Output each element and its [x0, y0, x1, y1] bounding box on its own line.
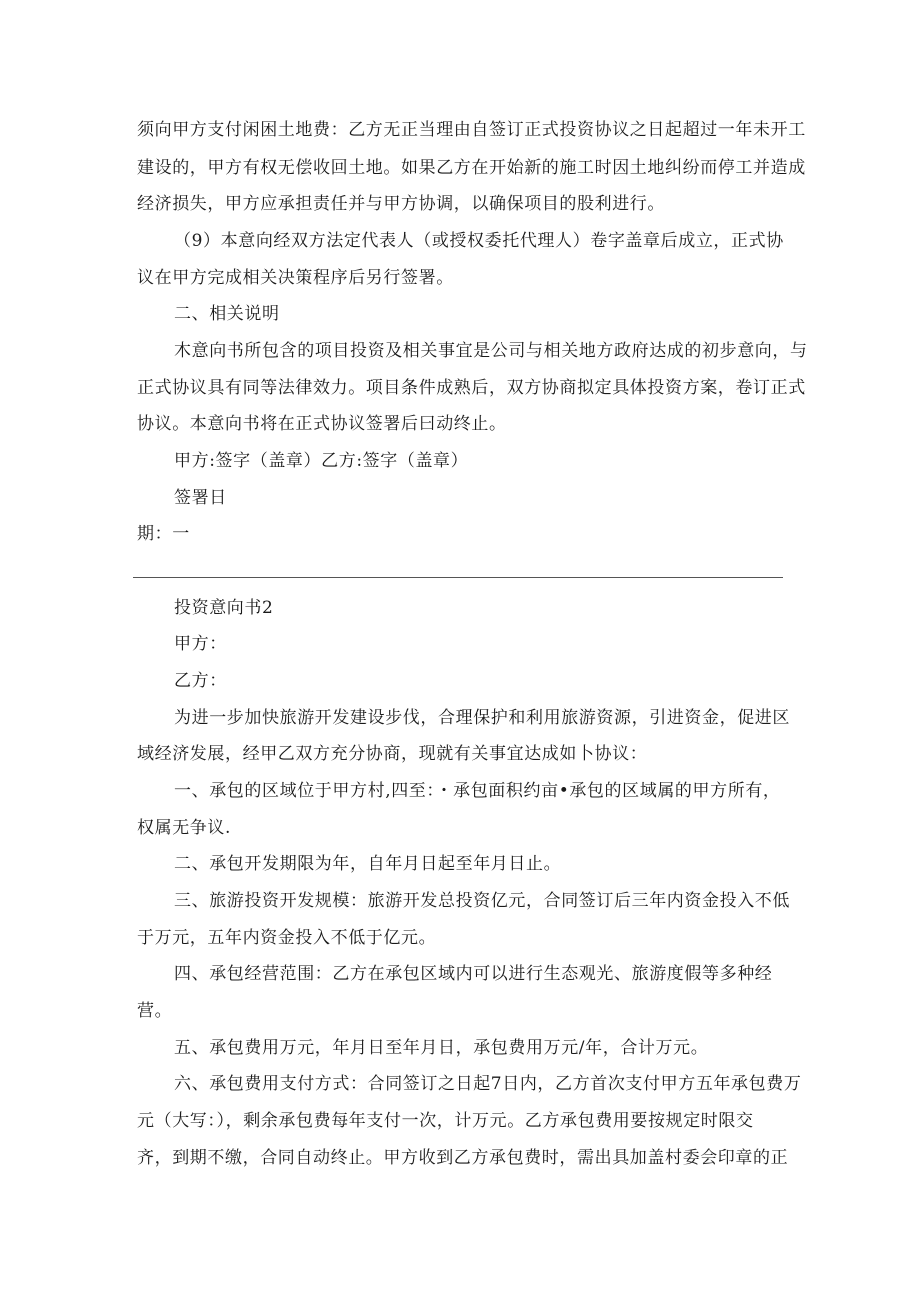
signature-line: 甲方:签字（盖章）乙方:签字（盖章）: [174, 451, 469, 471]
party-b-label: 乙方：: [174, 671, 227, 691]
paragraph-line: 正式协议具有同等法律效力。项目条件成熟后，双方协商拟定具体投资方案，卷订正式: [137, 378, 806, 398]
clause-line: 五、承包费用万元，年月日至年月日，承包费用万元/年，合计万元。: [174, 1038, 709, 1058]
clause-line: 齐，到期不缴，合同自动终止。甲方收到乙方承包费时，需出具加盖村委会印章的正: [137, 1148, 789, 1168]
clause-9-line: （9）本意向经双方法定代表人（或授权委托代理人）卷字盖章后成立，正式协: [174, 231, 784, 251]
paragraph-line: 经济损失，甲方应承担责任并与甲方协调，以确保项目的股利进行。: [137, 194, 665, 214]
section-heading: 二、相关说明: [174, 304, 280, 324]
paragraph-line: 建设的，甲方有权无偿收回土地。如果乙方在开始新的施工时因土地纠纷而停工并造成: [137, 158, 806, 178]
clause-9-line: 议在甲方完成相关决策程序后另行签署。: [137, 268, 454, 288]
clause-line: 三、旅游投资开发规模：旅游开发总投资亿元，合同签订后三年内资金投入不低: [174, 891, 790, 911]
party-a-label: 甲方：: [174, 634, 227, 654]
clause-line: 一、承包的区域位于甲方村,四至：・承包面积约亩•承包的区域属的甲方所有，: [174, 781, 781, 801]
clause-line: 于万元，五年内资金投入不低于亿元。: [137, 928, 437, 948]
paragraph-line: 木意向书所包含的项目投资及相关事宜是公司与相关地方政府达成的初步意向，与: [174, 341, 808, 361]
document-title: 投资意向书2: [174, 598, 274, 618]
paragraph-line: 域经济发展，经甲乙双方充分协商，现就有关事宜达成如卜协议：: [137, 744, 648, 764]
clause-line: 元（大写：），剩余承包费每年支付一次，计万元。乙方承包费用要按规定时限交: [137, 1111, 754, 1131]
clause-line: 四、承包经营范围：乙方在承包区域内可以进行生态观光、旅游度假等多种经: [174, 964, 773, 984]
paragraph-line: 协议。本意向书将在正式协议签署后曰动终止。: [137, 414, 507, 434]
signing-date-label: 签署日: [174, 488, 227, 508]
paragraph-line: 须向甲方支付闲困土地费：乙方无正当理由自签订正式投资协议之日起超过一年未开工: [137, 120, 806, 140]
clause-line: 权属无争议.: [137, 818, 232, 838]
paragraph-line: 为进一步加快旅游开发建设步伐，合理保护和利用旅游资源，引进资金，促进区: [174, 708, 790, 728]
page-divider: [133, 577, 783, 578]
signing-date-label: 期：一: [137, 524, 190, 544]
clause-line: 二、承包开发期限为年，自年月日起至年月日止。: [174, 854, 562, 874]
clause-line: 六、承包费用支付方式：合同签订之日起7日内，乙方首次支付甲方五年承包费万: [174, 1074, 802, 1094]
clause-line: 营。: [137, 1001, 173, 1021]
